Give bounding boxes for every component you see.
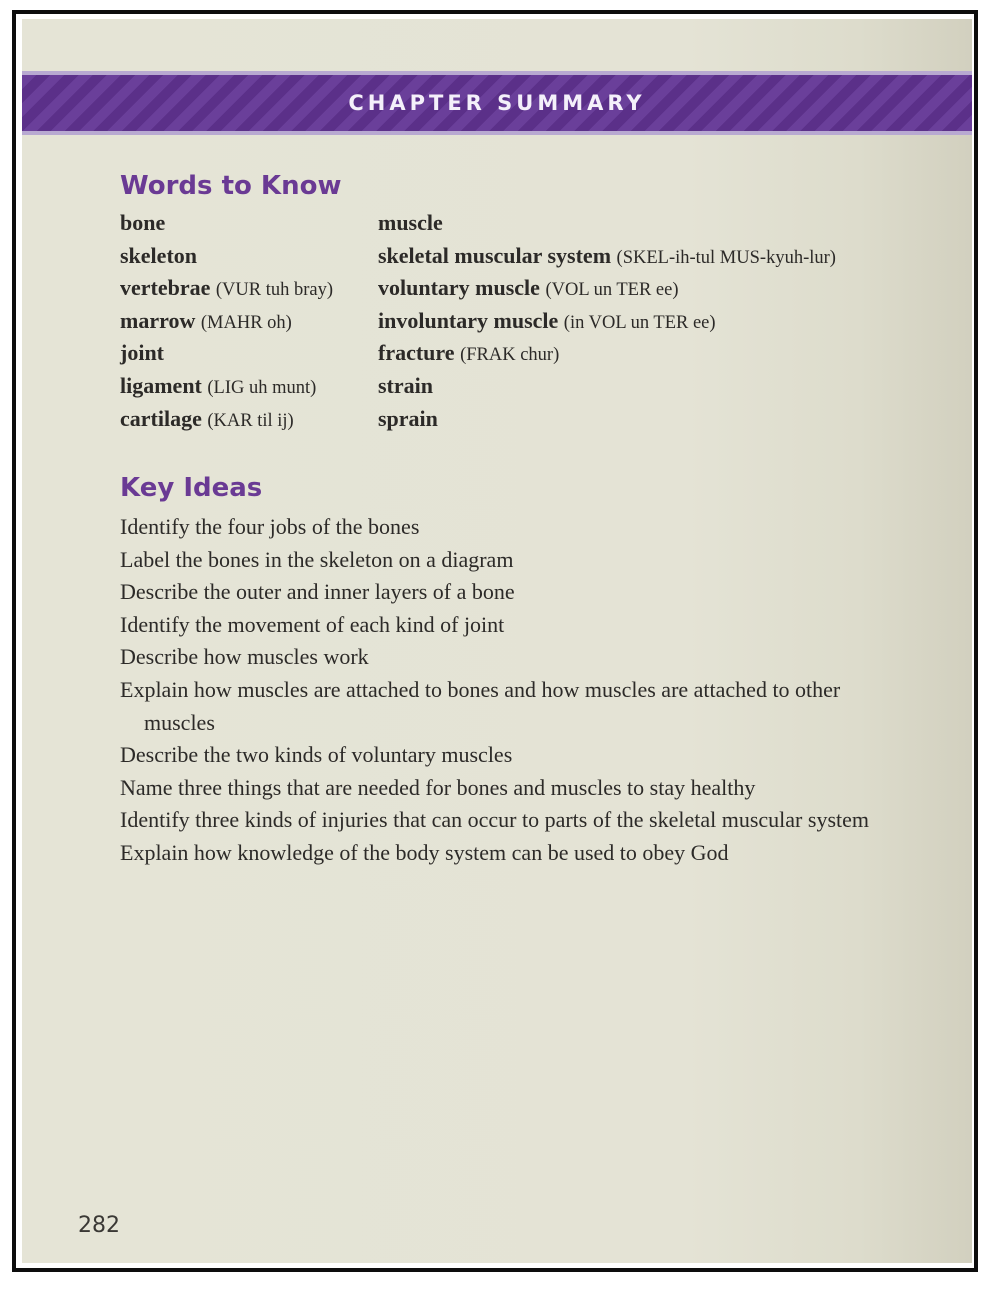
term-word: skeleton	[120, 242, 197, 268]
term-pronunciation: (LIG uh munt)	[207, 377, 317, 398]
term-pronunciation: (SKEL-ih-tul MUS-kyuh-lur)	[616, 247, 836, 268]
term-pronunciation: (VUR tuh bray)	[215, 280, 334, 301]
key-idea-item: Identify the four jobs of the bones	[120, 514, 420, 539]
term-word: skeletal muscular system	[378, 242, 612, 268]
key-idea-item: Identify three kinds of injuries that can occur to parts of the skeletal muscular system	[120, 807, 869, 833]
vocab-term	[120, 403, 333, 436]
term-word: voluntary muscle	[378, 275, 540, 301]
vocab-term	[378, 403, 836, 436]
term-word: bone	[120, 210, 166, 235]
chapter-summary-banner	[22, 71, 972, 135]
words-left-column	[120, 207, 333, 435]
banner-title: CHAPTER SUMMARY	[348, 91, 646, 115]
key-idea-item: Describe how muscles work	[120, 644, 369, 670]
term-word: ligament	[120, 372, 202, 398]
vocab-term	[120, 240, 333, 273]
vocab-term	[378, 337, 836, 370]
key-ideas-heading: Key Ideas	[120, 473, 263, 503]
key-idea-item: Label the bones in the skeleton on a diagram	[120, 546, 514, 572]
vocab-term	[378, 240, 836, 273]
term-pronunciation: (MAHR oh)	[200, 312, 292, 333]
term-word: involuntary muscle	[378, 307, 559, 333]
key-idea-item: Name three things that are needed for bones and muscles to stay healthy	[120, 774, 756, 800]
key-ideas-list	[120, 511, 880, 870]
vocab-term	[120, 272, 333, 305]
term-word: sprain	[378, 405, 438, 431]
vocab-term	[378, 305, 836, 338]
term-pronunciation: (KAR til ij)	[207, 410, 294, 431]
key-idea-item: Identify the movement of each kind of joint	[120, 611, 505, 637]
vocab-term	[378, 272, 836, 305]
key-idea-item: Explain how muscles are attached to bones and how muscles are attached to other muscles	[120, 676, 841, 735]
term-word: muscle	[378, 210, 443, 235]
words-to-know-heading: Words to Know	[120, 171, 342, 201]
page-number: 282	[78, 1213, 120, 1238]
vocab-term	[120, 207, 333, 240]
term-word: cartilage	[120, 405, 202, 431]
vocab-term	[120, 305, 333, 338]
key-idea-item: Describe the outer and inner layers of a bone	[120, 579, 515, 605]
term-pronunciation: (VOL un TER ee)	[545, 280, 679, 301]
term-word: fracture	[378, 340, 455, 366]
vocab-term	[120, 337, 333, 370]
term-word: marrow	[120, 307, 196, 333]
term-word: vertebrae	[120, 275, 211, 301]
vocab-term	[120, 370, 333, 403]
term-pronunciation: (in VOL un TER ee)	[563, 312, 716, 333]
term-word: joint	[120, 340, 164, 366]
key-idea-item: Describe the two kinds of voluntary muscles	[120, 742, 513, 768]
textbook-page	[22, 19, 972, 1263]
term-word: strain	[378, 372, 433, 398]
term-pronunciation: (FRAK chur)	[460, 345, 560, 366]
words-right-column	[378, 207, 836, 435]
vocab-term	[378, 207, 836, 240]
key-idea-item: Explain how knowledge of the body system can be used to obey God	[120, 839, 729, 865]
vocab-term	[378, 370, 836, 403]
